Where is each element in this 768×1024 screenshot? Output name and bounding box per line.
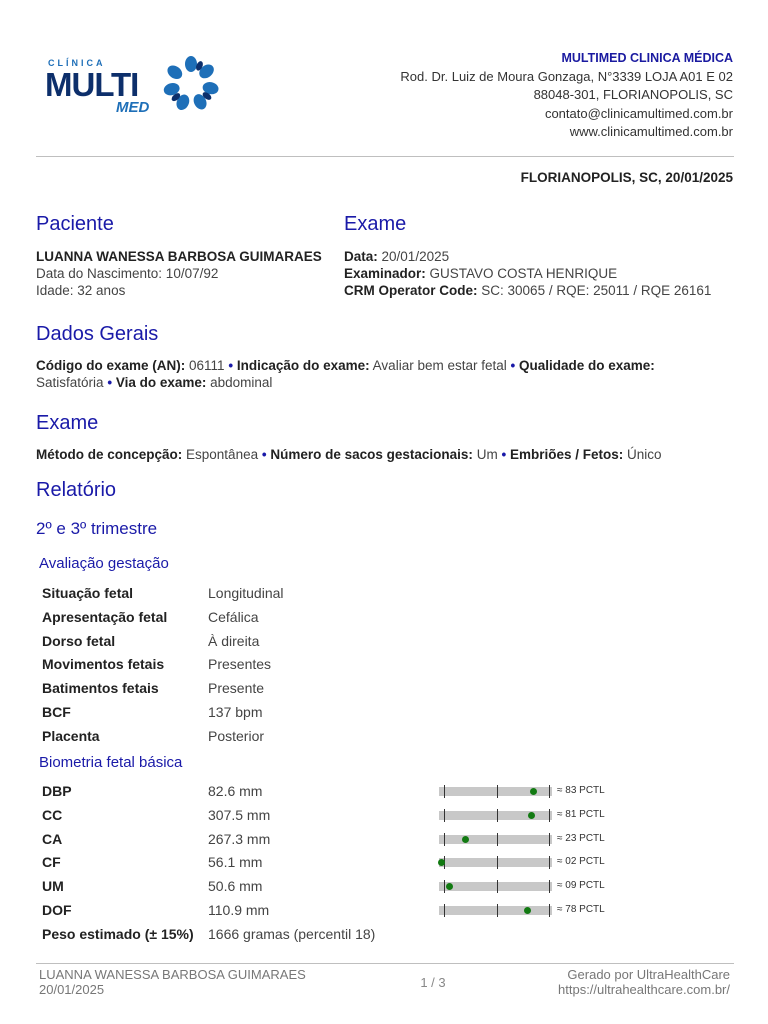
biometry-row-label: UM xyxy=(42,878,64,895)
pregnancy-row-value: Cefálica xyxy=(208,608,259,625)
logo-sub-text: MED xyxy=(116,99,150,116)
biometry-row-value: 82.6 mm xyxy=(208,783,263,799)
clinic-email[interactable]: contato@clinicamultimed.com.br xyxy=(544,105,733,121)
exam-info-block xyxy=(344,248,711,299)
embryos: Único xyxy=(627,447,662,462)
weight-value: 1666 gramas (percentil 18) xyxy=(208,926,376,942)
pregnancy-row-label: Situação fetal xyxy=(42,585,134,601)
percentile-tick xyxy=(549,785,550,798)
percentile-tick xyxy=(444,785,445,798)
percentile-marker xyxy=(524,907,531,914)
percentile-bar xyxy=(439,835,552,844)
percentile-label: ≈ 02 PCTL xyxy=(557,856,605,868)
pregnancy-row-label: Apresentação fetal xyxy=(42,608,168,625)
clinic-address-line2: 88048-301, FLORIANOPOLIS, SC xyxy=(533,87,733,102)
clinic-address-line1: Rod. Dr. Luiz de Moura Gonzaga, N°3339 LOJA A01 E 02 xyxy=(400,68,733,84)
percentile-marker xyxy=(462,836,469,843)
sacs-label: Número de sacos gestacionais: xyxy=(270,447,473,462)
page-number: 1 / 3 xyxy=(420,975,446,990)
biometry-row-value: 307.5 mm xyxy=(208,806,271,823)
patient-heading: Paciente xyxy=(36,213,114,235)
percentile-tick xyxy=(497,809,498,822)
percentile-tick xyxy=(497,833,498,846)
pregnancy-row-value: Presente xyxy=(208,680,265,697)
pregnancy-row-value: 137 bpm xyxy=(208,704,263,720)
footer-url[interactable]: https://ultrahealthcare.com.br/ xyxy=(558,982,730,997)
sacs: Um xyxy=(476,447,498,462)
route-label: Via do exame: xyxy=(115,375,207,390)
footer-generator xyxy=(558,967,730,997)
clinic-website[interactable]: www.clinicamultimed.com.br xyxy=(569,124,733,139)
percentile-tick xyxy=(549,904,550,917)
biometry-row xyxy=(42,807,662,827)
bullet: • xyxy=(261,447,267,462)
patient-birth: Data do Nascimento: 10/07/92 xyxy=(36,266,219,281)
percentile-tick xyxy=(549,833,550,846)
pregnancy-row-value: Longitudinal xyxy=(208,585,284,601)
biometry-row xyxy=(42,854,662,874)
percentile-bar xyxy=(439,882,552,891)
crm-label: CRM Operator Code: xyxy=(344,283,478,298)
report-heading: Relatório xyxy=(36,479,117,501)
general-heading: Dados Gerais xyxy=(36,323,159,345)
biometry-row-value: 110.9 mm xyxy=(208,902,270,918)
examiner-label: Examinador: xyxy=(344,266,426,281)
conception: Espontânea xyxy=(186,447,259,462)
percentile-marker xyxy=(530,788,537,795)
clinic-logo-flower-icon xyxy=(44,52,229,120)
exam-date: 20/01/2025 xyxy=(381,249,450,264)
clinic-logo xyxy=(44,52,229,120)
percentile-marker xyxy=(528,812,535,819)
percentile-tick xyxy=(549,880,550,893)
quality-label: Qualidade do exame: xyxy=(519,358,655,373)
footer-patient-name: LUANNA WANESSA BARBOSA GUIMARAES xyxy=(39,967,306,982)
percentile-marker xyxy=(446,883,453,890)
examiner: GUSTAVO COSTA HENRIQUE xyxy=(429,266,618,281)
percentile-tick xyxy=(444,833,445,846)
weight-label: Peso estimado (± 15%) xyxy=(42,926,194,942)
exam-heading: Exame xyxy=(36,412,99,434)
logo-top-text: CLÍNICA xyxy=(48,58,106,68)
location-date: FLORIANOPOLIS, SC, 20/01/2025 xyxy=(520,170,733,185)
biometry-row xyxy=(42,902,662,922)
exam-code: 06111 xyxy=(189,358,225,373)
biometry-row-value: 56.1 mm xyxy=(208,854,263,871)
general-info xyxy=(36,357,736,391)
patient-block xyxy=(36,248,322,299)
embryos-label: Embriões / Fetos: xyxy=(509,447,624,462)
indication-label: Indicação do exame: xyxy=(236,358,370,373)
percentile-tick xyxy=(497,785,498,798)
pregnancy-row-label: Dorso fetal xyxy=(42,632,116,649)
percentile-tick xyxy=(444,809,445,822)
crm-code: SC: 30065 / RQE: 25011 / RQE 26161 xyxy=(481,283,712,298)
patient-age: Idade: 32 anos xyxy=(36,283,126,298)
footer-date: 20/01/2025 xyxy=(39,982,105,997)
percentile-bar xyxy=(439,906,552,915)
pregnancy-row-label: Movimentos fetais xyxy=(42,656,165,673)
percentile-tick xyxy=(549,856,550,869)
exam-date-label: Data: xyxy=(344,249,378,264)
patient-name: LUANNA WANESSA BARBOSA GUIMARAES xyxy=(36,249,322,264)
footer-patient xyxy=(39,967,306,997)
bullet: • xyxy=(501,447,507,462)
percentile-tick xyxy=(497,904,498,917)
exam-code-label: Código do exame (AN): xyxy=(36,358,186,373)
biometry-row-label: CF xyxy=(42,854,61,871)
header-divider xyxy=(36,156,734,157)
biometry-row-value: 50.6 mm xyxy=(208,878,263,895)
percentile-tick xyxy=(444,904,445,917)
biometry-row-label: DBP xyxy=(42,783,72,799)
percentile-label: ≈ 78 PCTL xyxy=(557,904,605,915)
percentile-label: ≈ 83 PCTL xyxy=(557,785,605,796)
pregnancy-row-label: Batimentos fetais xyxy=(42,680,159,697)
trimester-heading: 2º e 3º trimestre xyxy=(36,519,158,538)
percentile-label: ≈ 23 PCTL xyxy=(557,832,605,844)
clinic-info xyxy=(400,49,733,142)
exam-details xyxy=(36,446,662,463)
footer-divider xyxy=(36,963,734,964)
pregnancy-row-value: Presentes xyxy=(208,656,272,673)
biometry-row-label: DOF xyxy=(42,902,72,918)
bullet: • xyxy=(228,358,234,373)
footer-generated: Gerado por UltraHealthCare xyxy=(567,967,730,982)
pregnancy-row-value: Posterior xyxy=(208,727,265,744)
indication: Avaliar bem estar fetal xyxy=(372,358,507,373)
percentile-bar xyxy=(439,858,552,867)
percentile-bar xyxy=(439,811,552,820)
biometry-row-label: CA xyxy=(42,830,63,847)
percentile-bar xyxy=(439,787,552,796)
percentile-tick xyxy=(549,809,550,822)
clinic-name: MULTIMED CLINICA MÉDICA xyxy=(561,51,733,65)
pregnancy-title: Avaliação gestação xyxy=(39,555,169,572)
biometry-row xyxy=(42,878,662,898)
percentile-tick xyxy=(497,856,498,869)
logo-main-text: MULTI xyxy=(45,66,139,103)
exam-info-heading: Exame xyxy=(344,213,407,235)
biometry-row-label: CC xyxy=(42,806,63,823)
pregnancy-row-value: À direita xyxy=(208,632,260,649)
percentile-tick xyxy=(444,880,445,893)
quality: Satisfatória xyxy=(36,375,104,390)
bullet: • xyxy=(107,375,113,390)
route: abdominal xyxy=(210,375,273,390)
biometry-row xyxy=(42,831,662,851)
bullet: • xyxy=(510,358,516,373)
percentile-tick xyxy=(497,880,498,893)
biometry-row xyxy=(42,783,662,803)
pregnancy-row-label: BCF xyxy=(42,704,71,720)
pregnancy-row-label: Placenta xyxy=(42,727,100,744)
percentile-label: ≈ 81 PCTL xyxy=(557,808,605,820)
percentile-label: ≈ 09 PCTL xyxy=(557,880,605,892)
biometry-row-value: 267.3 mm xyxy=(208,830,271,847)
biometry-title: Biometria fetal básica xyxy=(39,754,183,771)
conception-label: Método de concepção: xyxy=(36,447,183,462)
